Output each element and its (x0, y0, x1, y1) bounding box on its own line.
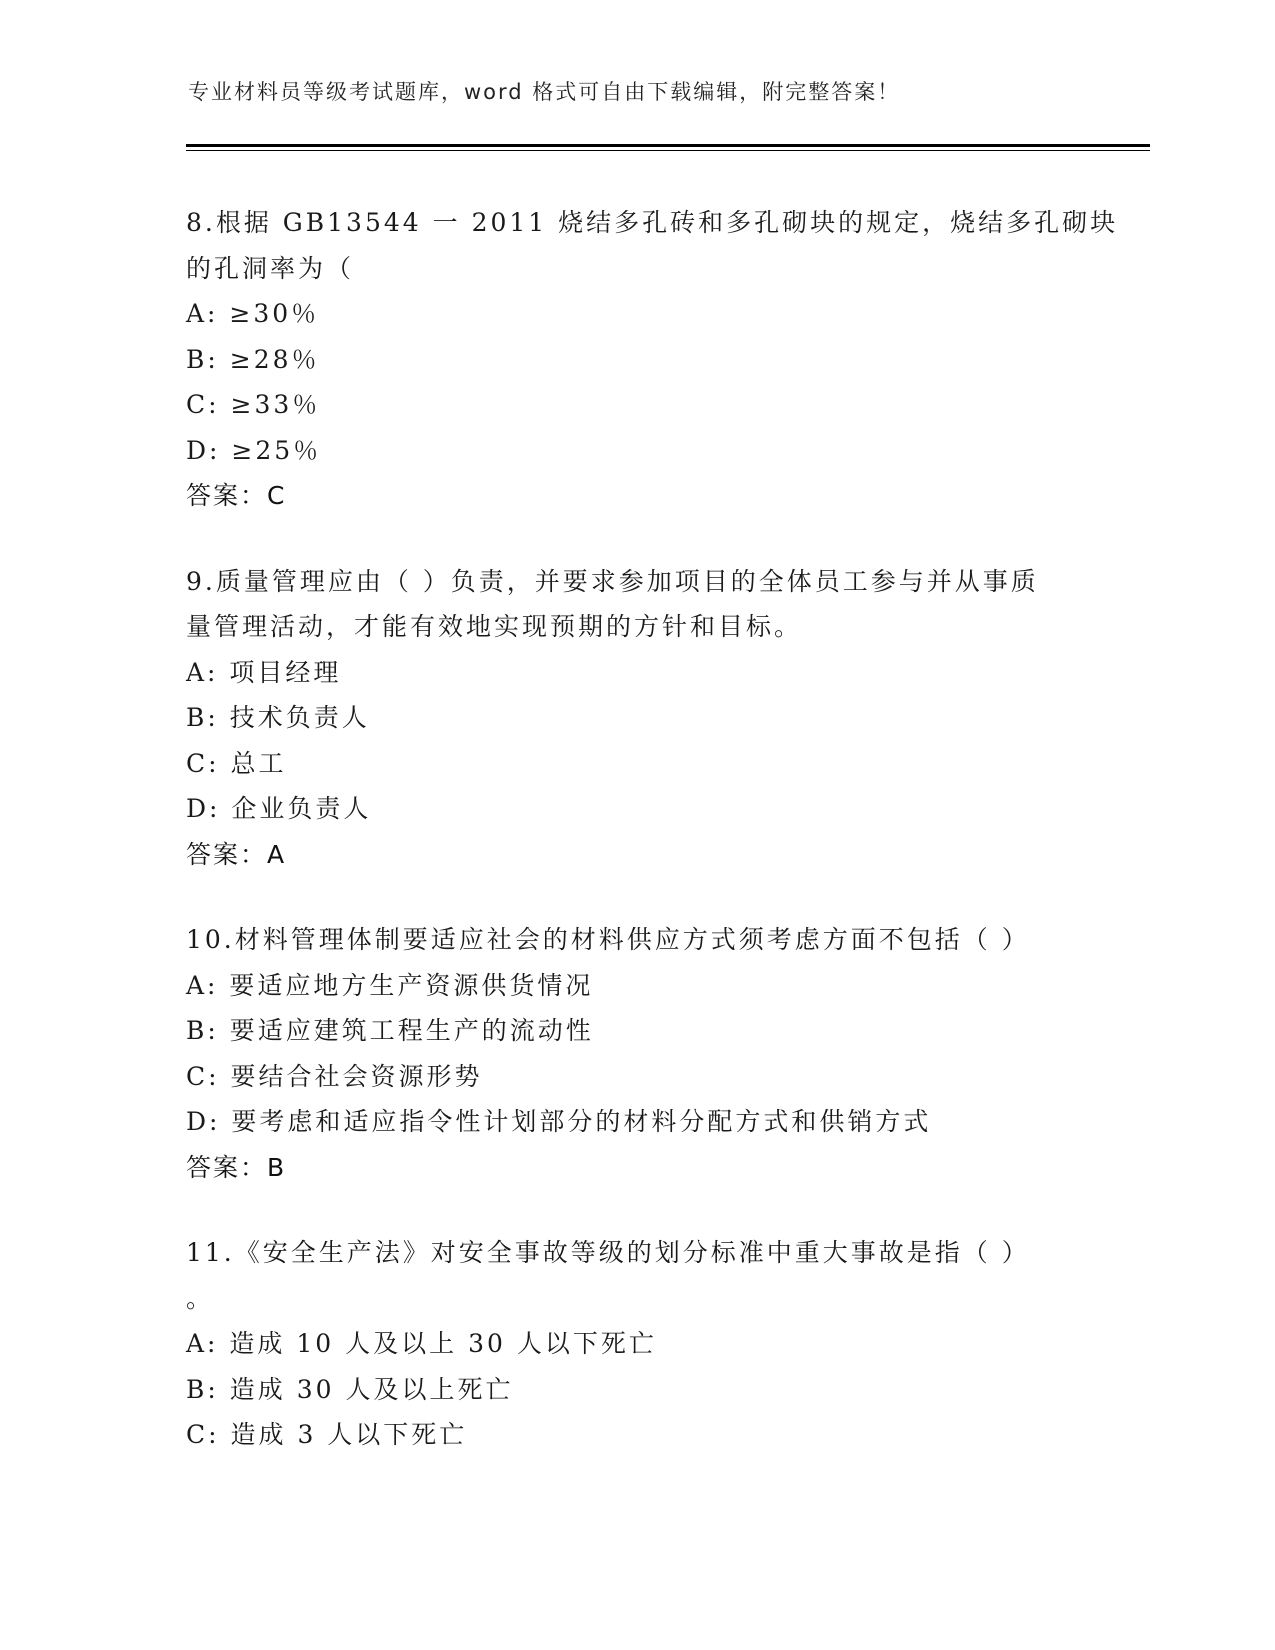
question-text-line: 的孔洞率为（ (186, 253, 355, 283)
option-b: B: 技术负责人 (186, 703, 370, 732)
question-text-line: 8.根据 GB13544 一 2011 烧结多孔砖和多孔砌块的规定，烧结多孔砌块 (186, 208, 1119, 237)
option-d: D: 要考虑和适应指令性计划部分的材料分配方式和供销方式 (186, 1107, 932, 1136)
page-header: 专业材料员等级考试题库，word 格式可自由下载编辑，附完整答案！ (188, 80, 901, 104)
answer-line: 答案：B (186, 1152, 287, 1182)
question-text-line: 量管理活动，才能有效地实现预期的方针和目标。 (186, 612, 803, 641)
question-11 (186, 1230, 1086, 1458)
question-text-line: 。 (186, 1283, 215, 1313)
option-b: B: ≥28％ (186, 344, 320, 374)
option-c: C: 造成 3 人以下死亡 (186, 1420, 468, 1449)
option-c: C: 要结合社会资源形势 (186, 1061, 483, 1091)
question-8 (186, 200, 1119, 519)
option-d: D: 企业负责人 (186, 794, 372, 823)
option-b: B: 造成 30 人及以上死亡 (186, 1374, 514, 1404)
option-d: D: ≥25％ (186, 435, 322, 465)
question-10 (186, 917, 1086, 1190)
header-divider-thin (186, 150, 1150, 151)
option-a: A: 造成 10 人及以上 30 人以下死亡 (186, 1329, 657, 1358)
option-a: A: 项目经理 (186, 657, 342, 687)
header-divider-thick (186, 144, 1150, 147)
question-9 (186, 559, 1086, 878)
answer-line: 答案：A (186, 839, 287, 869)
option-a: A: 要适应地方生产资源供货情况 (186, 970, 594, 1000)
question-text-line: 10.材料管理体制要适应社会的材料供应方式须考虑方面不包括（ ） (186, 925, 1030, 954)
question-list (186, 200, 1119, 1498)
option-c: C: 总工 (186, 748, 287, 778)
option-b: B: 要适应建筑工程生产的流动性 (186, 1016, 594, 1045)
question-text-line: 11.《安全生产法》对安全事故等级的划分标准中重大事故是指（ ） (186, 1238, 1030, 1267)
option-c: C: ≥33％ (186, 390, 321, 419)
answer-line: 答案：C (186, 481, 287, 510)
option-a: A: ≥30％ (186, 299, 320, 328)
question-text-line: 9.质量管理应由（ ）负责，并要求参加项目的全体员工参与并从事质 (186, 566, 1039, 596)
